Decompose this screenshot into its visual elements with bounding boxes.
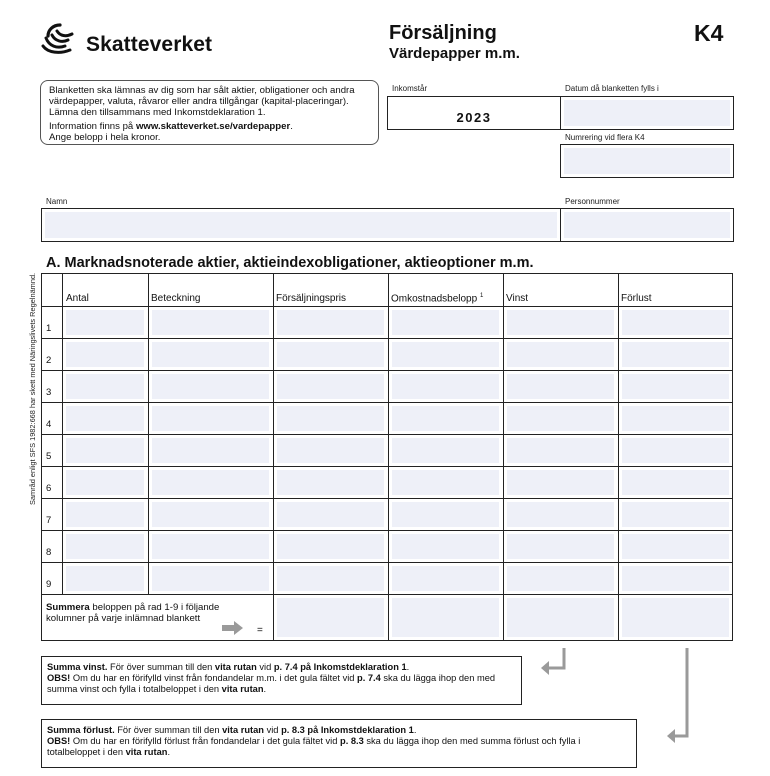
cell-antal[interactable] xyxy=(66,406,144,431)
cell-omkostnadsbelopp[interactable] xyxy=(392,438,499,463)
cell-omkostnadsbelopp[interactable] xyxy=(392,310,499,335)
info-link-line xyxy=(49,121,370,132)
cell-beteckning[interactable] xyxy=(152,534,269,559)
sum-cell-forsaljningspris[interactable] xyxy=(277,598,384,637)
note-vinst-text: Om du har en förifylld vinst från fondandelar m.m. i det gula fältet vid xyxy=(70,672,358,683)
cell-forlust[interactable] xyxy=(622,470,729,495)
row-number: 5 xyxy=(46,451,52,462)
section-a-heading: A. Marknadsnoterade aktier, aktieindexobligationer, aktieoptioner m.m. xyxy=(46,255,534,271)
cell-omkostnadsbelopp[interactable] xyxy=(392,502,499,527)
info-link-prefix: Information finns på xyxy=(49,121,136,132)
cell-forsaljningspris[interactable] xyxy=(277,438,384,463)
cell-antal[interactable] xyxy=(66,374,144,399)
row-number: 9 xyxy=(46,579,52,590)
cell-forsaljningspris[interactable] xyxy=(277,470,384,495)
note-forlust-bold: p. 8.3 xyxy=(340,735,364,746)
cell-vinst[interactable] xyxy=(507,566,614,591)
date-field[interactable] xyxy=(560,96,734,130)
footnote-mark: 1 xyxy=(479,293,484,299)
note-forlust-text: . xyxy=(167,746,171,757)
note-vinst-line2 xyxy=(47,673,516,695)
cell-beteckning[interactable] xyxy=(152,342,269,367)
note-vinst-bold: vita rutan xyxy=(221,683,264,694)
note-vinst-text: vid xyxy=(256,662,274,672)
securities-table xyxy=(41,273,733,641)
note-vinst-obs: OBS! xyxy=(47,672,71,683)
col-header-antal: Antal xyxy=(66,293,89,304)
cell-antal[interactable] xyxy=(66,470,144,495)
note-forlust-line2 xyxy=(47,736,631,758)
cell-forlust[interactable] xyxy=(622,438,729,463)
arrow-down-left-icon xyxy=(664,646,694,746)
cell-beteckning[interactable] xyxy=(152,470,269,495)
form-code: K4 xyxy=(694,20,724,46)
sum-instruction-bold: Summera xyxy=(46,602,90,613)
cell-antal[interactable] xyxy=(66,502,144,527)
cell-vinst[interactable] xyxy=(507,342,614,367)
note-vinst-text: . xyxy=(263,683,267,694)
cell-antal[interactable] xyxy=(66,438,144,463)
cell-forlust[interactable] xyxy=(622,566,729,591)
col-header-forlust: Förlust xyxy=(621,293,652,304)
cell-beteckning[interactable] xyxy=(152,502,269,527)
note-summa-vinst xyxy=(41,656,522,705)
cell-antal[interactable] xyxy=(66,342,144,367)
arrow-right-icon xyxy=(222,620,244,636)
note-forlust-title: Summa förlust. xyxy=(47,725,115,735)
cell-antal[interactable] xyxy=(66,566,144,591)
cell-vinst[interactable] xyxy=(507,374,614,399)
personal-number-label: Personnummer xyxy=(565,197,620,206)
logo-text: Skatteverket xyxy=(86,33,213,56)
form-title: Försäljning xyxy=(389,22,497,44)
note-forlust-bold: vita rutan xyxy=(125,746,168,757)
cell-forlust[interactable] xyxy=(622,534,729,559)
skatteverket-logo-icon xyxy=(40,22,80,56)
cell-vinst[interactable] xyxy=(507,310,614,335)
cell-forlust[interactable] xyxy=(622,502,729,527)
income-year-field xyxy=(387,96,561,130)
cell-forsaljningspris[interactable] xyxy=(277,374,384,399)
row-number: 6 xyxy=(46,483,52,494)
info-amount-text: Ange belopp i hela kronor. xyxy=(49,132,161,143)
form-subtitle: Värdepapper m.m. xyxy=(389,45,520,62)
cell-forsaljningspris[interactable] xyxy=(277,406,384,431)
cell-forsaljningspris[interactable] xyxy=(277,566,384,591)
row-number: 7 xyxy=(46,515,52,526)
info-box xyxy=(40,80,379,145)
note-vinst-bold: vita rutan xyxy=(214,662,257,672)
col-header-forsaljningspris: Försäljningspris xyxy=(276,293,347,304)
col-header-omkostnadsbelopp-text: Omkostnadsbelopp xyxy=(391,293,478,305)
cell-forsaljningspris[interactable] xyxy=(277,502,384,527)
consultation-note: Samråd enligt SFS 1982:668 har skett med Näringslivets Regelnämnd. xyxy=(28,272,37,505)
note-forlust-bold: vita rutan xyxy=(222,725,264,735)
numbering-field[interactable] xyxy=(560,144,734,178)
note-forlust-text: Om du har en förifylld förlust från fondandelar i det gula fältet vid xyxy=(70,735,341,746)
cell-antal[interactable] xyxy=(66,534,144,559)
info-link[interactable]: www.skatteverket.se/vardepapper xyxy=(135,121,291,132)
date-label: Datum då blanketten fylls i xyxy=(565,84,659,93)
name-label: Namn xyxy=(46,197,68,206)
note-forlust-text: vid xyxy=(264,725,282,735)
row-number: 2 xyxy=(46,355,52,366)
arrow-down-left-icon xyxy=(538,646,572,680)
cell-beteckning[interactable] xyxy=(152,374,269,399)
row-number: 8 xyxy=(46,547,52,558)
cell-vinst[interactable] xyxy=(507,438,614,463)
note-forlust-obs: OBS! xyxy=(47,735,71,746)
income-year-value: 2023 xyxy=(456,110,492,125)
numbering-label: Numrering vid flera K4 xyxy=(565,133,645,142)
info-link-suffix: . xyxy=(290,121,293,132)
col-header-vinst: Vinst xyxy=(506,293,529,304)
note-vinst-text: . xyxy=(406,662,410,672)
note-vinst-title: Summa vinst. xyxy=(47,662,108,672)
cell-beteckning[interactable] xyxy=(152,438,269,463)
cell-omkostnadsbelopp[interactable] xyxy=(392,406,499,431)
cell-antal[interactable] xyxy=(66,310,144,335)
cell-vinst[interactable] xyxy=(507,406,614,431)
income-year-label: Inkomstår xyxy=(392,84,428,93)
col-header-beteckning: Beteckning xyxy=(151,293,201,304)
sum-cell-vinst[interactable] xyxy=(507,598,614,637)
note-summa-forlust xyxy=(41,719,637,768)
cell-omkostnadsbelopp[interactable] xyxy=(392,342,499,367)
cell-omkostnadsbelopp[interactable] xyxy=(392,374,499,399)
cell-beteckning[interactable] xyxy=(152,406,269,431)
info-text: Blanketten ska lämnas av dig som har sålt aktier, obligationer och andra värdepapper, valuta, råvaror eller andra tillgångar (kapital-placeringar). Lämna den tillsammans med Inkomstdeklaration 1. xyxy=(49,85,355,118)
note-vinst-line1 xyxy=(47,662,516,673)
cell-forlust[interactable] xyxy=(622,374,729,399)
cell-vinst[interactable] xyxy=(507,534,614,559)
cell-vinst[interactable] xyxy=(507,502,614,527)
cell-vinst[interactable] xyxy=(507,470,614,495)
note-forlust-bold: p. 8.3 på Inkomstdeklaration 1 xyxy=(281,725,414,735)
cell-omkostnadsbelopp[interactable] xyxy=(392,566,499,591)
sum-cell-forlust[interactable] xyxy=(622,598,729,637)
cell-forlust[interactable] xyxy=(622,310,729,335)
cell-omkostnadsbelopp[interactable] xyxy=(392,470,499,495)
row-number: 1 xyxy=(46,323,52,334)
col-header-omkostnadsbelopp xyxy=(391,293,483,304)
cell-beteckning[interactable] xyxy=(152,310,269,335)
row-number: 4 xyxy=(46,419,52,430)
note-vinst-bold: p. 7.4 xyxy=(357,672,381,683)
cell-forlust[interactable] xyxy=(622,406,729,431)
cell-omkostnadsbelopp[interactable] xyxy=(392,534,499,559)
note-forlust-text: . xyxy=(413,725,417,735)
cell-forsaljningspris[interactable] xyxy=(277,310,384,335)
sum-cell-omkostnadsbelopp[interactable] xyxy=(392,598,499,637)
row-number: 3 xyxy=(46,387,52,398)
note-vinst-text: ska du lägga ihop den med summa vinst och fylla i totalbeloppet i den xyxy=(47,672,496,694)
cell-beteckning[interactable] xyxy=(152,566,269,591)
sum-equals: = xyxy=(257,625,263,636)
cell-forlust[interactable] xyxy=(622,342,729,367)
note-vinst-bold: p. 7.4 på Inkomstdeklaration 1 xyxy=(273,662,407,672)
note-forlust-text: ska du lägga ihop den med summa förlust och fylla i totalbeloppet i den xyxy=(47,735,581,757)
note-forlust-text: För över summan till den xyxy=(114,725,223,735)
sum-instruction xyxy=(46,602,236,624)
name-field[interactable] xyxy=(41,208,561,242)
personal-number-field[interactable] xyxy=(560,208,734,242)
note-forlust-line1 xyxy=(47,725,631,736)
cell-forsaljningspris[interactable] xyxy=(277,534,384,559)
note-vinst-text: För över summan till den xyxy=(107,662,215,672)
cell-forsaljningspris[interactable] xyxy=(277,342,384,367)
sum-instruction-text: beloppen på rad 1-9 i följande kolumner på varje inlämnad blankett xyxy=(46,602,220,624)
